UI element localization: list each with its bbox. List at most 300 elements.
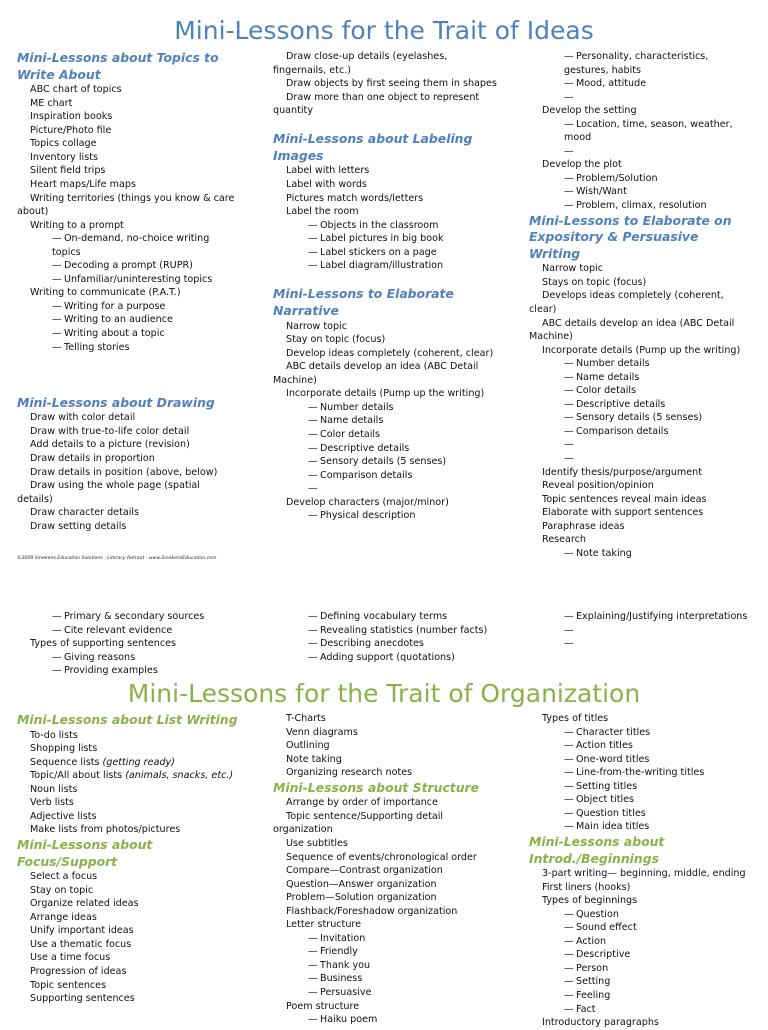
list-item	[273, 178, 501, 192]
list-item-text: Outlining	[286, 740, 330, 752]
dash-icon: —	[564, 186, 574, 198]
list-item-text: Comparison details	[576, 425, 669, 437]
sub-list-item	[529, 793, 751, 807]
list-item	[17, 137, 235, 151]
list-item-text: Narrow topic	[286, 320, 347, 332]
dash-icon: —	[308, 959, 318, 971]
list-item-text: Picture/Photo file	[30, 124, 112, 136]
sub-list-item	[273, 219, 501, 233]
list-item-text: Mood, attitude	[576, 78, 647, 90]
list-item-text: Sensory details (5 senses)	[576, 412, 703, 424]
section-heading: Mini-Lessons to Elaborate on Expository & Persuasive Writing	[529, 212, 732, 261]
sub-list-item	[529, 199, 751, 213]
list-item-text: Cite relevant evidence	[64, 624, 173, 636]
list-item	[529, 289, 751, 316]
list-item-text: Friendly	[320, 946, 358, 958]
page-title-ideas: Mini-Lessons for the Trait of Ideas	[174, 16, 594, 45]
sub-list-item	[529, 384, 751, 398]
list-item-text: Identify thesis/purpose/argument	[542, 466, 703, 478]
sub-list-item	[529, 547, 751, 561]
dash-icon: —	[564, 145, 574, 157]
sub-list-item	[273, 972, 501, 986]
list-item-text: Sound effect	[576, 922, 637, 934]
list-item-text: ME chart	[30, 97, 73, 109]
dash-icon: —	[564, 1003, 574, 1015]
sub-list-item	[529, 780, 751, 794]
list-item	[273, 796, 501, 810]
sub-list-item	[529, 145, 751, 159]
dash-icon: —	[564, 740, 574, 752]
list-item-text: Verb lists	[30, 797, 74, 809]
list-item-text: Poem structure	[286, 1000, 360, 1012]
list-item-text: Use subtitles	[286, 837, 348, 849]
dash-icon: —	[564, 976, 574, 988]
dash-icon: —	[52, 341, 62, 353]
list-item-text: Writing to a prompt	[30, 219, 124, 231]
list-item	[273, 77, 501, 91]
list-item-text: Stay on topic	[30, 884, 94, 896]
list-item-text: One-word titles	[576, 753, 650, 765]
section-heading: Mini-Lessons about List Writing	[17, 712, 238, 727]
list-item-text: Label stickers on a page	[320, 246, 437, 258]
dash-icon: —	[564, 358, 574, 370]
list-item	[529, 262, 751, 276]
sub-list-item	[529, 1003, 751, 1017]
list-item	[17, 742, 239, 756]
list-item-text: Name details	[576, 371, 640, 383]
list-item-text: Describing anecdotes	[320, 638, 424, 650]
list-item-example: (animals, snacks, etc.)	[125, 770, 234, 782]
list-item	[273, 712, 501, 726]
sub-list-item	[17, 341, 235, 355]
list-item-text: Incorporate details (Pump up the writing)	[542, 344, 741, 356]
sub-list-item	[529, 452, 751, 466]
dash-icon: —	[564, 78, 574, 90]
list-item	[273, 496, 501, 510]
dash-icon: —	[308, 973, 318, 985]
list-item	[17, 151, 235, 165]
section-heading: Mini-Lessons about Topics to Write About	[17, 50, 219, 82]
sub-list-item	[529, 411, 751, 425]
sub-list-item	[273, 509, 501, 523]
list-item	[17, 110, 235, 124]
list-item	[273, 360, 501, 387]
sub-list-item	[529, 637, 751, 651]
section-heading: Mini-Lessons about Structure	[273, 779, 480, 795]
list-item-text: First liners (hooks)	[542, 881, 631, 893]
list-item-text: Color details	[576, 385, 637, 397]
sub-list-item	[529, 766, 751, 780]
list-item	[273, 766, 501, 780]
list-item	[17, 286, 235, 300]
list-item-text: Introductory paragraphs	[542, 1017, 659, 1029]
dash-icon: —	[564, 638, 574, 650]
list-item-text: Types of beginnings	[542, 895, 638, 907]
dash-icon: —	[564, 990, 574, 1002]
dash-icon: —	[564, 726, 574, 738]
list-item	[273, 905, 501, 919]
list-item	[273, 726, 501, 740]
list-item-text: Comparison details	[320, 469, 413, 481]
dash-icon: —	[564, 611, 574, 622]
list-item	[529, 712, 751, 726]
list-item-text: Revealing statistics (number facts)	[320, 624, 488, 636]
ideas-column-2	[273, 50, 501, 523]
sub-list-item	[529, 185, 751, 199]
list-item-text: Sequence of events/chronological order	[286, 851, 477, 863]
dash-icon: —	[308, 611, 318, 622]
list-item	[529, 894, 751, 908]
sub-list-item	[17, 313, 235, 327]
list-item	[273, 164, 501, 178]
spacer	[273, 273, 501, 287]
list-item-text: Descriptive details	[576, 398, 666, 410]
list-item	[17, 178, 235, 192]
sub-list-item	[273, 651, 501, 665]
dash-icon: —	[308, 442, 318, 454]
list-item-text: Physical description	[320, 510, 416, 522]
list-item-text: Action	[576, 935, 607, 947]
list-item-text: Compare—Contrast organization	[286, 865, 443, 877]
list-item	[529, 520, 751, 534]
list-item-text: Draw objects by first seeing them in shapes	[286, 78, 497, 90]
dash-icon: —	[564, 949, 574, 961]
list-item	[273, 878, 501, 892]
list-item	[17, 164, 235, 178]
list-item	[529, 158, 751, 172]
list-item	[529, 506, 751, 520]
list-item-text: Number details	[320, 401, 394, 413]
sub-list-item	[529, 820, 751, 834]
sub-list-item	[17, 232, 235, 259]
list-item-text: Persuasive	[320, 986, 372, 998]
list-item	[17, 796, 239, 810]
sub-list-item	[529, 77, 751, 91]
list-item-text: Unify important ideas	[30, 925, 134, 937]
continued-column-2	[273, 610, 501, 664]
sub-list-item	[17, 624, 235, 638]
list-item-text: Writing to an audience	[64, 314, 173, 326]
list-item-text: Use a time focus	[30, 952, 111, 964]
list-item-text: Select a focus	[30, 871, 98, 883]
list-item-text: Use a thematic focus	[30, 938, 132, 950]
sub-list-item	[529, 935, 751, 949]
list-item-text: Topic sentences	[30, 979, 107, 991]
list-item-text: Writing territories (things you know & care about)	[17, 192, 238, 218]
dash-icon: —	[564, 439, 574, 451]
dash-icon: —	[308, 456, 318, 468]
dash-icon: —	[52, 624, 62, 636]
dash-icon: —	[564, 200, 574, 212]
list-item	[17, 938, 239, 952]
sub-list-item	[529, 398, 751, 412]
list-item-text: Draw character details	[30, 507, 140, 519]
sub-list-item	[529, 50, 751, 77]
list-item	[273, 205, 501, 219]
list-item-text: Develop characters (major/minor)	[286, 496, 449, 508]
list-item	[17, 438, 235, 452]
list-item	[17, 466, 235, 480]
dash-icon: —	[52, 233, 62, 245]
list-item-text: Writing about a topic	[64, 328, 165, 340]
list-item-text: Types of titles	[542, 713, 609, 724]
dash-icon: —	[564, 962, 574, 974]
list-item	[273, 1000, 501, 1014]
list-item-text: Arrange by order of importance	[286, 797, 438, 809]
list-item	[17, 124, 235, 138]
list-item	[529, 466, 751, 480]
list-item-text: Name details	[320, 415, 384, 427]
sub-list-item	[273, 637, 501, 651]
dash-icon: —	[564, 412, 574, 424]
dash-icon: —	[564, 767, 574, 779]
list-item	[17, 783, 239, 797]
sub-list-item	[273, 246, 501, 260]
sub-list-item	[273, 442, 501, 456]
list-item	[529, 317, 751, 344]
dash-icon: —	[308, 469, 318, 481]
list-item	[273, 387, 501, 401]
list-item-text: Label pictures in big book	[320, 233, 444, 245]
dash-icon: —	[52, 273, 62, 285]
list-item-text: Develop the setting	[542, 105, 637, 117]
dash-icon: —	[52, 611, 62, 622]
sub-list-item	[273, 259, 501, 273]
list-item-text: Topics collage	[30, 138, 97, 150]
sub-list-item	[529, 807, 751, 821]
list-item	[17, 452, 235, 466]
dash-icon: —	[308, 415, 318, 427]
list-item-text: 3-part writing— beginning, middle, ending	[542, 868, 746, 880]
sub-list-item	[273, 1013, 501, 1027]
sub-list-item	[17, 259, 235, 273]
list-item-text: To-do lists	[30, 729, 78, 741]
list-item	[273, 192, 501, 206]
dash-icon: —	[564, 51, 574, 62]
list-item-text: Topic sentence/Supporting detail organization	[273, 810, 447, 836]
sub-list-item	[529, 739, 751, 753]
sub-list-item	[273, 482, 501, 496]
list-item-text: Supporting sentences	[30, 993, 135, 1005]
list-item-text: Character titles	[576, 726, 651, 738]
list-item	[529, 344, 751, 358]
list-item	[529, 276, 751, 290]
ideas-column-3	[529, 50, 751, 560]
list-item-text: Descriptive	[576, 949, 631, 961]
list-item	[17, 192, 238, 219]
list-item	[17, 479, 235, 506]
list-item-text: Setting	[576, 976, 611, 988]
copyright-footer: ©2009 Smekens Education Solutions - Literacy Retreat - www.SmekensEducation.com	[17, 556, 217, 561]
list-item	[17, 823, 239, 837]
list-item	[17, 992, 239, 1006]
sub-list-item	[273, 455, 501, 469]
list-item-text: T-Charts	[286, 713, 326, 724]
dash-icon: —	[308, 483, 318, 495]
list-item-text: ABC details develop an idea (ABC Detail Machine)	[529, 317, 738, 343]
list-item-text: Organize related ideas	[30, 898, 139, 910]
dash-icon: —	[52, 314, 62, 326]
dash-icon: —	[564, 908, 574, 920]
dash-icon: —	[308, 932, 318, 944]
list-item-text: Objects in the classroom	[320, 219, 439, 231]
list-item	[273, 837, 501, 851]
list-item-text: Question titles	[576, 807, 646, 819]
list-item-text: Personality, characteristics, gestures, habits	[564, 51, 712, 76]
list-item-text: Add details to a picture (revision)	[30, 439, 190, 451]
list-item-text: Number details	[576, 358, 650, 370]
list-item	[17, 911, 239, 925]
spacer	[17, 381, 235, 395]
sub-list-item	[17, 327, 235, 341]
list-item-text: Draw details in position (above, below)	[30, 466, 218, 478]
continued-column-3	[529, 610, 751, 651]
sub-list-item	[17, 273, 235, 287]
list-item-text: Fact	[576, 1003, 596, 1015]
list-item-text: Haiku poem	[320, 1014, 378, 1026]
list-item-text: Setting titles	[576, 780, 638, 792]
list-item	[17, 965, 239, 979]
list-item	[273, 333, 501, 347]
list-item-text: Sensory details (5 senses)	[320, 456, 447, 468]
list-item-text: Label with words	[286, 179, 367, 191]
sub-list-item	[17, 610, 235, 624]
list-item-text: Topic/All about lists	[30, 770, 126, 782]
dash-icon: —	[52, 260, 62, 272]
list-item-text: Decoding a prompt (RUPR)	[64, 260, 193, 272]
list-item	[17, 951, 239, 965]
list-item-text: Draw with color detail	[30, 412, 136, 424]
list-item	[529, 533, 751, 547]
list-item-text: Note taking	[286, 753, 342, 765]
list-item	[17, 368, 235, 382]
sub-list-item	[529, 624, 751, 638]
list-item-text: Develop ideas completely (coherent, clear)	[286, 347, 494, 359]
sub-list-item	[17, 664, 235, 678]
section-heading: Mini-Lessons about Focus/Support	[17, 836, 153, 869]
dash-icon: —	[308, 946, 318, 958]
organization-column-2	[273, 712, 501, 1027]
ideas-column-1	[17, 50, 238, 533]
list-item-text: Draw setting details	[30, 520, 127, 532]
sub-list-item	[529, 948, 751, 962]
dash-icon: —	[52, 300, 62, 312]
list-item-text: Heart maps/Life maps	[30, 179, 136, 191]
list-item-text: Arrange ideas	[30, 911, 97, 923]
list-item	[17, 756, 239, 770]
list-item-text: Question—Answer organization	[286, 878, 437, 890]
sub-list-item	[273, 232, 501, 246]
continued-column-1	[17, 610, 235, 678]
sub-list-item	[529, 726, 751, 740]
list-item-text: Writing to communicate (P.A.T.)	[30, 287, 181, 299]
sub-list-item	[273, 986, 501, 1000]
list-item-text: Explaining/Justifying interpretations	[576, 611, 748, 622]
list-item	[17, 425, 235, 439]
sub-list-item	[529, 371, 751, 385]
list-item-text: Question	[576, 908, 619, 920]
list-item	[273, 347, 501, 361]
dash-icon: —	[308, 233, 318, 245]
sub-list-item	[529, 610, 751, 624]
list-item-text: Paraphrase ideas	[542, 520, 625, 532]
list-item-text: Primary & secondary sources	[64, 611, 205, 622]
sub-list-item	[273, 401, 501, 415]
list-item	[273, 118, 501, 132]
dash-icon: —	[564, 753, 574, 765]
list-item-text: Object titles	[576, 794, 635, 806]
list-item-text: Providing examples	[64, 665, 158, 677]
list-item-text: Giving reasons	[64, 651, 136, 663]
list-item	[273, 810, 501, 837]
list-item	[273, 91, 501, 118]
list-item-text: Pictures match words/letters	[286, 192, 424, 204]
organization-column-1	[17, 712, 239, 1006]
list-item-text: Person	[576, 962, 609, 974]
sub-list-item	[529, 989, 751, 1003]
sub-list-item	[529, 118, 751, 145]
list-item	[17, 637, 235, 651]
list-item-text: Stay on topic (focus)	[286, 334, 386, 346]
list-item	[529, 1016, 751, 1030]
sub-list-item	[529, 438, 751, 452]
list-item-text: Invitation	[320, 932, 366, 944]
sub-list-item	[273, 624, 501, 638]
dash-icon: —	[52, 328, 62, 340]
dash-icon: —	[308, 651, 318, 663]
list-item-text: Adding support (quotations)	[320, 651, 455, 663]
dash-icon: —	[308, 638, 318, 650]
sub-list-item	[529, 753, 751, 767]
list-item-text: Line-from-the-writing titles	[576, 767, 705, 779]
list-item-text: Descriptive details	[320, 442, 410, 454]
dash-icon: —	[564, 398, 574, 410]
dash-icon: —	[308, 986, 318, 998]
list-item-text: Elaborate with support sentences	[542, 507, 704, 519]
section-heading: Mini-Lessons to Elaborate Narrative	[273, 286, 454, 318]
list-item-text: Develops ideas completely (coherent, clear)	[529, 290, 727, 315]
dash-icon: —	[564, 780, 574, 792]
sub-list-item	[273, 428, 501, 442]
sub-list-item	[17, 651, 235, 665]
list-item	[17, 729, 239, 743]
list-item-text: Location, time, season, weather, mood	[564, 118, 736, 144]
list-item	[17, 897, 239, 911]
list-item-text: Silent field trips	[30, 165, 106, 177]
list-item	[17, 884, 239, 898]
list-item-text: ABC details develop an idea (ABC Detail Machine)	[273, 361, 482, 386]
list-item-text: Inspiration books	[30, 111, 113, 123]
list-item-text: Label diagram/illustration	[320, 260, 444, 272]
list-item-text: On-demand, no-choice writing topics	[52, 233, 213, 258]
list-item	[17, 354, 235, 368]
list-item-text: Wish/Want	[576, 186, 627, 198]
list-item-example: (getting ready)	[102, 756, 175, 768]
dash-icon: —	[564, 624, 574, 636]
list-item-text: Label with letters	[286, 165, 370, 177]
list-item-text: Topic sentences reveal main ideas	[542, 493, 707, 505]
dash-icon: —	[308, 219, 318, 231]
page-title-organization: Mini-Lessons for the Trait of Organization	[127, 679, 641, 708]
list-item-text: Venn diagrams	[286, 726, 358, 738]
dash-icon: —	[308, 428, 318, 440]
organization-column-3	[529, 712, 751, 1030]
sub-list-item	[529, 91, 751, 105]
sub-list-item	[273, 932, 501, 946]
list-item-text: Main idea titles	[576, 821, 650, 833]
list-item	[17, 810, 239, 824]
list-item-text: Sequence lists	[30, 756, 103, 768]
